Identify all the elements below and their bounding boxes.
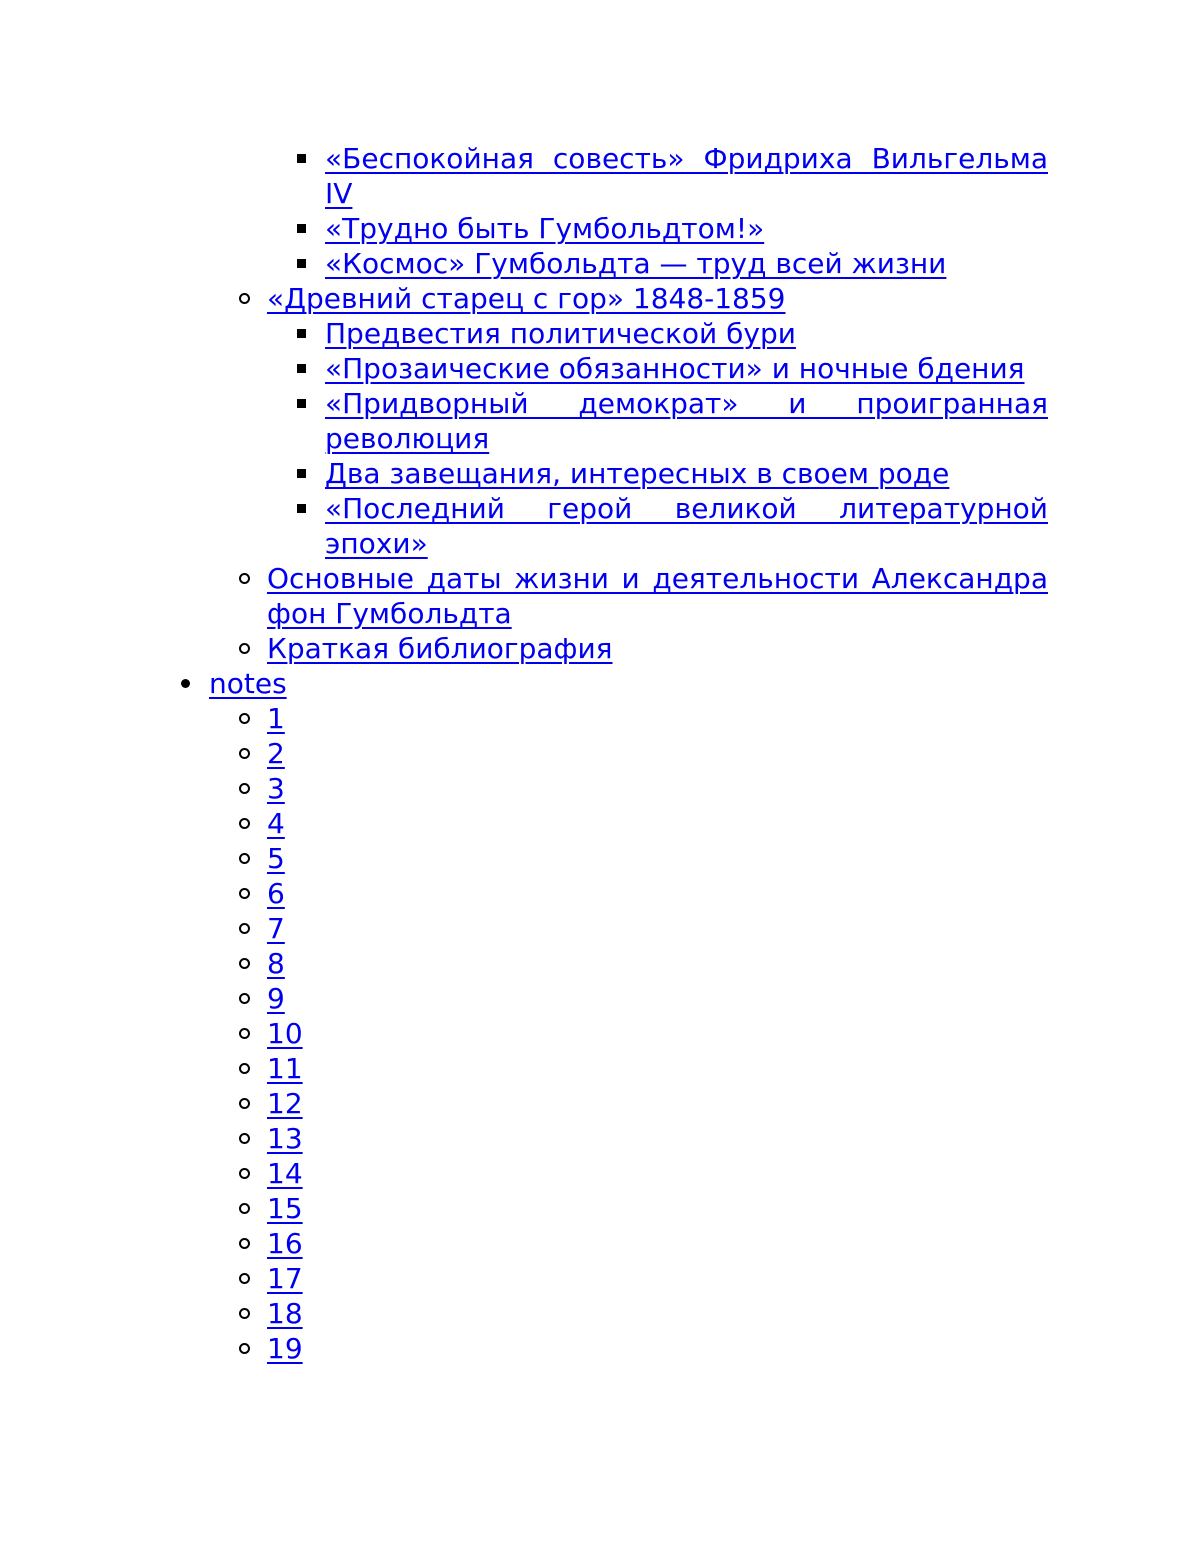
toc-continued-branch: [209, 141, 1048, 666]
list-item: [267, 1121, 1048, 1156]
list-item: [267, 771, 1048, 806]
list-item: [267, 1331, 1048, 1366]
toc-link[interactable]: «Придворный демократ» и проигранная революция: [325, 387, 1048, 455]
note-link[interactable]: 18: [267, 1297, 303, 1330]
toc-link[interactable]: «Космос» Гумбольдта — труд всей жизни: [325, 247, 947, 280]
list-item: [325, 316, 1048, 351]
note-link[interactable]: 19: [267, 1332, 303, 1365]
list-item: [267, 1086, 1048, 1121]
notes-link[interactable]: notes: [209, 667, 287, 700]
list-item: [325, 351, 1048, 386]
note-link[interactable]: 16: [267, 1227, 303, 1260]
list-item: [267, 281, 1048, 561]
note-link[interactable]: 1: [267, 702, 285, 735]
note-link[interactable]: 7: [267, 912, 285, 945]
toc-link-dates[interactable]: Основные даты жизни и деятельности Александра фон Гумбольдта: [267, 562, 1048, 630]
note-link[interactable]: 5: [267, 842, 285, 875]
toc-link[interactable]: Предвестия политической бури: [325, 317, 796, 350]
list-item: [267, 1156, 1048, 1191]
toc-link[interactable]: Два завещания, интересных в своем роде: [325, 457, 950, 490]
list-item: [325, 211, 1048, 246]
toc-level-2: [267, 281, 1048, 666]
list-item: [267, 876, 1048, 911]
toc-continued-subbranch: [267, 141, 1048, 281]
list-item: [267, 736, 1048, 771]
list-item: [267, 561, 1048, 631]
notes-list: [267, 701, 1048, 1366]
note-link[interactable]: 14: [267, 1157, 303, 1190]
list-item: [325, 386, 1048, 456]
toc-link[interactable]: «Последний герой великой литературной эпохи»: [325, 492, 1048, 560]
list-item: [325, 141, 1048, 211]
note-link[interactable]: 15: [267, 1192, 303, 1225]
note-link[interactable]: 17: [267, 1262, 303, 1295]
list-item: [267, 1226, 1048, 1261]
toc-link-old-man-section[interactable]: «Древний старец с гор» 1848-1859: [267, 282, 786, 315]
table-of-contents: [0, 141, 1200, 1366]
list-item: [267, 911, 1048, 946]
toc-link-bibliography[interactable]: Краткая библиография: [267, 632, 613, 665]
list-item: [325, 246, 1048, 281]
note-link[interactable]: 12: [267, 1087, 303, 1120]
toc-link[interactable]: «Прозаические обязанности» и ночные бдения: [325, 352, 1025, 385]
list-item: [267, 631, 1048, 666]
list-item: [267, 1191, 1048, 1226]
list-item: [267, 1051, 1048, 1086]
note-link[interactable]: 3: [267, 772, 285, 805]
list-item: [325, 491, 1048, 561]
list-item: [267, 1261, 1048, 1296]
note-link[interactable]: 13: [267, 1122, 303, 1155]
note-link[interactable]: 2: [267, 737, 285, 770]
list-item: [267, 841, 1048, 876]
list-item: [267, 701, 1048, 736]
toc-level-1: [209, 141, 1048, 1366]
notes-section: [209, 666, 1048, 1366]
list-item: [267, 981, 1048, 1016]
note-link[interactable]: 4: [267, 807, 285, 840]
note-link[interactable]: 11: [267, 1052, 303, 1085]
list-item: [325, 456, 1048, 491]
toc-link[interactable]: «Трудно быть Гумбольдтом!»: [325, 212, 765, 245]
note-link[interactable]: 9: [267, 982, 285, 1015]
list-item: [267, 806, 1048, 841]
note-link[interactable]: 8: [267, 947, 285, 980]
list-item: [267, 1296, 1048, 1331]
note-link[interactable]: 6: [267, 877, 285, 910]
note-link[interactable]: 10: [267, 1017, 303, 1050]
toc-link[interactable]: «Беспокойная совесть» Фридриха Вильгельма IV: [325, 142, 1048, 210]
list-item: [267, 946, 1048, 981]
toc-level-3-continued: [325, 141, 1048, 281]
toc-level-2-continued: [267, 141, 1048, 281]
toc-level-3: [325, 316, 1048, 561]
list-item: [267, 1016, 1048, 1051]
